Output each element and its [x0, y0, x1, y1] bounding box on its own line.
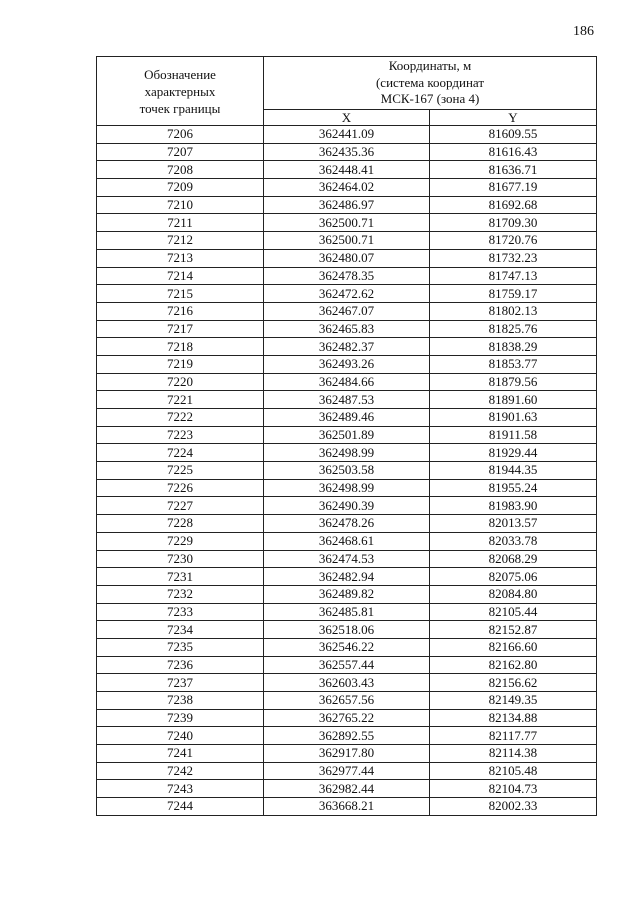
point-id-cell: 7212: [97, 232, 264, 250]
y-coordinate-cell: 81944.35: [430, 462, 597, 480]
table-row: [97, 674, 597, 692]
table-row: [97, 143, 597, 161]
y-coordinate-cell: 82002.33: [430, 798, 597, 816]
x-coordinate-cell: 362472.62: [264, 285, 430, 303]
y-coordinate-cell: 82134.88: [430, 709, 597, 727]
table-row: [97, 214, 597, 232]
point-id-cell: 7226: [97, 479, 264, 497]
y-coordinate-cell: 82156.62: [430, 674, 597, 692]
x-coordinate-cell: 362468.61: [264, 532, 430, 550]
x-coordinate-cell: 362977.44: [264, 762, 430, 780]
table-row: [97, 355, 597, 373]
y-coordinate-cell: 81929.44: [430, 444, 597, 462]
x-coordinate-cell: 362480.07: [264, 249, 430, 267]
y-coordinate-cell: 82166.60: [430, 638, 597, 656]
table-row: [97, 179, 597, 197]
table-row: [97, 267, 597, 285]
x-coordinate-cell: 362467.07: [264, 302, 430, 320]
table-row: [97, 285, 597, 303]
y-coordinate-cell: 81759.17: [430, 285, 597, 303]
y-coordinate-cell: 81609.55: [430, 126, 597, 144]
point-id-cell: 7236: [97, 656, 264, 674]
y-coordinate-cell: 82105.44: [430, 603, 597, 621]
x-coordinate-cell: 362498.99: [264, 479, 430, 497]
x-coordinate-cell: 362474.53: [264, 550, 430, 568]
x-coordinate-cell: 362490.39: [264, 497, 430, 515]
point-id-cell: 7243: [97, 780, 264, 798]
x-coordinate-cell: 362892.55: [264, 727, 430, 745]
x-coordinate-cell: 362464.02: [264, 179, 430, 197]
table-row: [97, 338, 597, 356]
table-row: [97, 621, 597, 639]
x-coordinate-cell: 362500.71: [264, 214, 430, 232]
table-row: [97, 692, 597, 710]
table-row: [97, 532, 597, 550]
y-coordinate-cell: 82149.35: [430, 692, 597, 710]
y-coordinate-cell: 81677.19: [430, 179, 597, 197]
point-id-cell: 7221: [97, 391, 264, 409]
y-column-header: Y: [430, 110, 597, 126]
coords-header-line-3: МСК-167 (зона 4): [380, 91, 480, 107]
y-coordinate-cell: 81732.23: [430, 249, 597, 267]
point-id-cell: 7220: [97, 373, 264, 391]
point-id-cell: 7206: [97, 126, 264, 144]
point-id-cell: 7242: [97, 762, 264, 780]
point-id-cell: 7217: [97, 320, 264, 338]
table-row: [97, 161, 597, 179]
point-id-cell: 7230: [97, 550, 264, 568]
table-row: [97, 126, 597, 144]
y-coordinate-cell: 81853.77: [430, 355, 597, 373]
table-row: [97, 497, 597, 515]
table-row: [97, 727, 597, 745]
point-header-line-3: точек границы: [139, 100, 221, 116]
x-coordinate-cell: 362603.43: [264, 674, 430, 692]
x-coordinate-cell: 362484.66: [264, 373, 430, 391]
page-number: 186: [573, 24, 594, 39]
x-coordinate-cell: 362501.89: [264, 426, 430, 444]
table-row: [97, 249, 597, 267]
y-coordinate-cell: 82068.29: [430, 550, 597, 568]
coordinates-header: [264, 57, 597, 110]
y-coordinate-cell: 81891.60: [430, 391, 597, 409]
y-coordinate-cell: 81838.29: [430, 338, 597, 356]
x-coordinate-cell: 362765.22: [264, 709, 430, 727]
point-id-cell: 7209: [97, 179, 264, 197]
point-id-cell: 7227: [97, 497, 264, 515]
y-coordinate-cell: 81911.58: [430, 426, 597, 444]
point-id-cell: 7228: [97, 515, 264, 533]
table-body: [97, 126, 597, 816]
x-coordinate-cell: 362557.44: [264, 656, 430, 674]
x-coordinate-cell: 362546.22: [264, 638, 430, 656]
y-coordinate-cell: 82033.78: [430, 532, 597, 550]
table-row: [97, 798, 597, 816]
y-coordinate-cell: 82105.48: [430, 762, 597, 780]
y-coordinate-cell: 81692.68: [430, 196, 597, 214]
point-id-cell: 7208: [97, 161, 264, 179]
x-coordinate-cell: 362503.58: [264, 462, 430, 480]
point-designation-header: [97, 57, 264, 126]
x-coordinate-cell: 362489.46: [264, 409, 430, 427]
x-coordinate-cell: 362500.71: [264, 232, 430, 250]
table-row: [97, 232, 597, 250]
y-coordinate-cell: 82084.80: [430, 585, 597, 603]
point-id-cell: 7223: [97, 426, 264, 444]
y-coordinate-cell: 81616.43: [430, 143, 597, 161]
point-id-cell: 7240: [97, 727, 264, 745]
table-row: [97, 391, 597, 409]
table-row: [97, 656, 597, 674]
point-id-cell: 7231: [97, 568, 264, 586]
table-row: [97, 550, 597, 568]
point-id-cell: 7224: [97, 444, 264, 462]
x-coordinate-cell: 362465.83: [264, 320, 430, 338]
point-id-cell: 7241: [97, 745, 264, 763]
point-id-cell: 7233: [97, 603, 264, 621]
y-coordinate-cell: 82152.87: [430, 621, 597, 639]
x-coordinate-cell: 362482.94: [264, 568, 430, 586]
table-row: [97, 479, 597, 497]
point-id-cell: 7207: [97, 143, 264, 161]
table-header: [97, 57, 597, 126]
point-id-cell: 7237: [97, 674, 264, 692]
y-coordinate-cell: 81747.13: [430, 267, 597, 285]
y-coordinate-cell: 81636.71: [430, 161, 597, 179]
point-id-cell: 7216: [97, 302, 264, 320]
table-row: [97, 515, 597, 533]
point-id-cell: 7235: [97, 638, 264, 656]
point-id-cell: 7211: [97, 214, 264, 232]
point-id-cell: 7219: [97, 355, 264, 373]
table-row: [97, 745, 597, 763]
table-row: [97, 426, 597, 444]
x-coordinate-cell: 362478.35: [264, 267, 430, 285]
x-coordinate-cell: 362982.44: [264, 780, 430, 798]
x-coordinate-cell: 362917.80: [264, 745, 430, 763]
y-coordinate-cell: 82075.06: [430, 568, 597, 586]
y-coordinate-cell: 81720.76: [430, 232, 597, 250]
table-row: [97, 462, 597, 480]
table-row: [97, 762, 597, 780]
point-id-cell: 7218: [97, 338, 264, 356]
x-coordinate-cell: 362489.82: [264, 585, 430, 603]
point-id-cell: 7234: [97, 621, 264, 639]
x-coordinate-cell: 362657.56: [264, 692, 430, 710]
x-coordinate-cell: 363668.21: [264, 798, 430, 816]
table-row: [97, 568, 597, 586]
y-coordinate-cell: 81709.30: [430, 214, 597, 232]
point-id-cell: 7239: [97, 709, 264, 727]
y-coordinate-cell: 82104.73: [430, 780, 597, 798]
coordinates-table: [96, 56, 597, 816]
point-header-line-2: характерных: [144, 83, 216, 99]
x-coordinate-cell: 362441.09: [264, 126, 430, 144]
table-row: [97, 780, 597, 798]
point-id-cell: 7238: [97, 692, 264, 710]
table-row: [97, 638, 597, 656]
x-coordinate-cell: 362485.81: [264, 603, 430, 621]
x-coordinate-cell: 362518.06: [264, 621, 430, 639]
x-column-header: X: [264, 110, 430, 126]
y-coordinate-cell: 82114.38: [430, 745, 597, 763]
point-id-cell: 7244: [97, 798, 264, 816]
coords-header-line-2: (система координат: [375, 74, 485, 90]
point-id-cell: 7213: [97, 249, 264, 267]
y-coordinate-cell: 81802.13: [430, 302, 597, 320]
table-row: [97, 603, 597, 621]
coords-header-line-1: Координаты, м: [388, 58, 472, 74]
point-id-cell: 7232: [97, 585, 264, 603]
x-coordinate-cell: 362486.97: [264, 196, 430, 214]
y-coordinate-cell: 81983.90: [430, 497, 597, 515]
x-coordinate-cell: 362493.26: [264, 355, 430, 373]
x-coordinate-cell: 362498.99: [264, 444, 430, 462]
table-row: [97, 196, 597, 214]
table-row: [97, 302, 597, 320]
point-header-line-1: Обозначение: [144, 66, 216, 82]
table-row: [97, 585, 597, 603]
y-coordinate-cell: 82013.57: [430, 515, 597, 533]
y-coordinate-cell: 81955.24: [430, 479, 597, 497]
point-id-cell: 7210: [97, 196, 264, 214]
table-row: [97, 444, 597, 462]
table-row: [97, 709, 597, 727]
x-coordinate-cell: 362482.37: [264, 338, 430, 356]
y-coordinate-cell: 82117.77: [430, 727, 597, 745]
point-id-cell: 7214: [97, 267, 264, 285]
point-id-cell: 7225: [97, 462, 264, 480]
point-id-cell: 7222: [97, 409, 264, 427]
point-id-cell: 7229: [97, 532, 264, 550]
x-coordinate-cell: 362448.41: [264, 161, 430, 179]
point-id-cell: 7215: [97, 285, 264, 303]
x-coordinate-cell: 362478.26: [264, 515, 430, 533]
y-coordinate-cell: 81879.56: [430, 373, 597, 391]
table-row: [97, 373, 597, 391]
table-row: [97, 320, 597, 338]
x-coordinate-cell: 362487.53: [264, 391, 430, 409]
table-row: [97, 409, 597, 427]
x-coordinate-cell: 362435.36: [264, 143, 430, 161]
y-coordinate-cell: 82162.80: [430, 656, 597, 674]
y-coordinate-cell: 81825.76: [430, 320, 597, 338]
y-coordinate-cell: 81901.63: [430, 409, 597, 427]
